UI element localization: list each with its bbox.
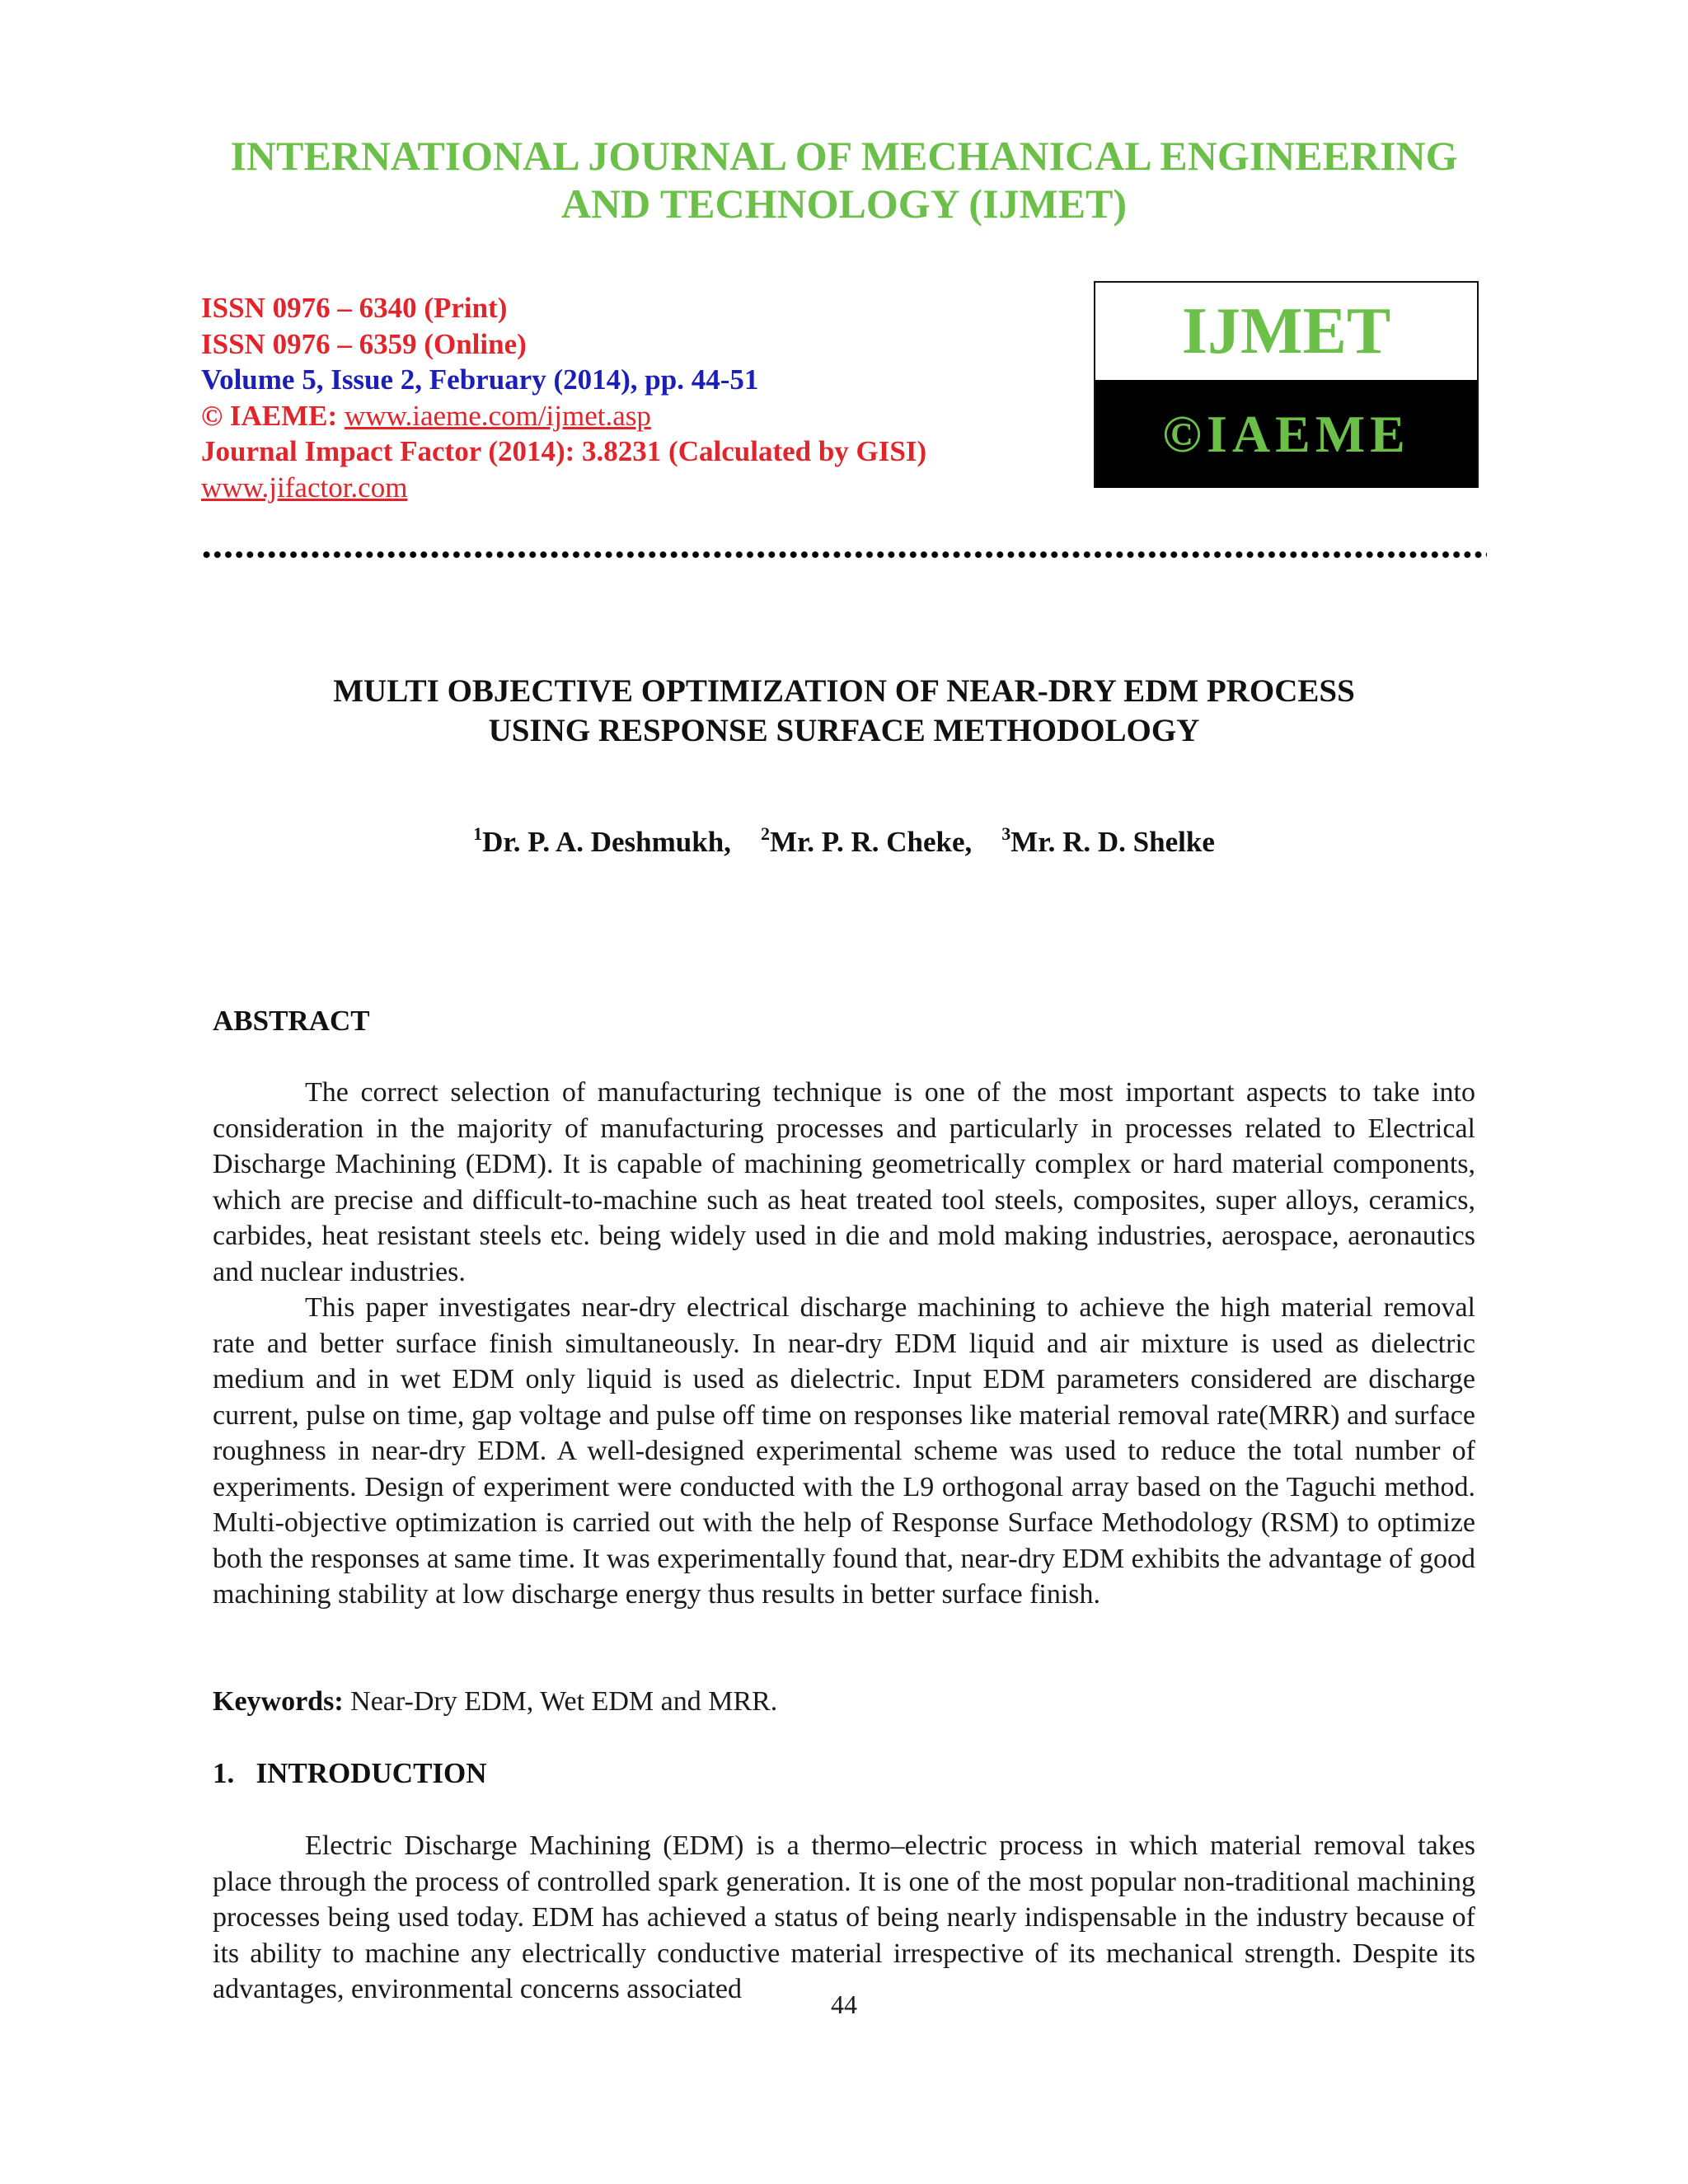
keywords-text: Near-Dry EDM, Wet EDM and MRR. xyxy=(343,1686,778,1717)
dotted-divider xyxy=(201,551,1487,559)
journal-title-line-1: INTERNATIONAL JOURNAL OF MECHANICAL ENGINEERING xyxy=(230,133,1458,179)
keywords-label: Keywords: xyxy=(213,1686,344,1717)
issn-print: ISSN 0976 – 6340 (Print) xyxy=(201,292,508,324)
jifactor-link[interactable]: www.jifactor.com xyxy=(201,471,408,504)
volume-info: Volume 5, Issue 2, February (2014), pp. 44-51 xyxy=(201,363,759,396)
journal-title xyxy=(0,132,1688,227)
introduction-body xyxy=(213,1828,1475,2008)
author-affiliation-number: 1 xyxy=(473,823,483,844)
iaeme-link[interactable]: www.iaeme.com/ijmet.asp xyxy=(344,399,651,432)
author xyxy=(473,823,731,858)
paper-title-line-2: USING RESPONSE SURFACE METHODOLOGY xyxy=(488,713,1200,748)
logo-ijmet-text: IJMET xyxy=(1181,295,1391,368)
author-name: Mr. R. D. Shelke xyxy=(1010,826,1215,858)
author-affiliation-number: 2 xyxy=(760,823,770,844)
iaeme-line xyxy=(201,398,1025,434)
ijmet-logo xyxy=(1094,281,1479,488)
keywords-line xyxy=(213,1684,777,1720)
page-number: 44 xyxy=(831,1990,857,2019)
introduction-paragraph: Electric Discharge Machining (EDM) is a thermo–electric process in which material removal takes place through the process of controlled spark generation. It is one of the most popular non-traditional machining processes being used today. EDM has achieved a status of being nearly indispensable in the industry because of its ability to machine any electrically conductive material irrespective of its mechanical strength. Despite its advantages, environmental concerns associated xyxy=(213,1830,1475,2004)
author-name: Dr. P. A. Deshmukh, xyxy=(482,826,731,858)
iaeme-label: © IAEME: xyxy=(201,399,345,432)
logo-iaeme-text: ©IAEME xyxy=(1095,380,1477,488)
abstract-paragraph: The correct selection of manufacturing technique is one of the most important aspects to take into consideration in the majority of manufacturing processes and particularly in processes related to Electrical Discharge Machining (EDM). It is capable of machining geometrically complex or hard material components, which are precise and difficult-to-machine such as heat treated tool steels, composites, super alloys, ceramics, carbides, heat resistant steels etc. being widely used in die and mold making industries, aerospace, aeronautics and nuclear industries. xyxy=(213,1077,1475,1287)
journal-meta xyxy=(201,290,1025,505)
abstract-body xyxy=(213,1075,1475,1613)
author-list xyxy=(0,824,1688,860)
jifactor-line xyxy=(201,470,1025,506)
author xyxy=(760,823,973,858)
author-name: Mr. P. R. Cheke, xyxy=(769,826,973,858)
paper-title-line-1: MULTI OBJECTIVE OPTIMIZATION OF NEAR-DRY EDM PROCESS xyxy=(333,673,1355,709)
author-affiliation-number: 3 xyxy=(1001,823,1011,844)
journal-title-line-2: AND TECHNOLOGY (IJMET) xyxy=(560,180,1128,227)
author xyxy=(1001,823,1215,858)
paper-title xyxy=(0,672,1688,751)
impact-factor: Journal Impact Factor (2014): 3.8231 (Calculated by GISI) xyxy=(201,435,927,467)
issn-online: ISSN 0976 – 6359 (Online) xyxy=(201,327,527,360)
abstract-paragraph: This paper investigates near-dry electrical discharge machining to achieve the high material removal rate and better surface finish simultaneously. In near-dry EDM liquid and air mixture is used as dielectric medium and in wet EDM only liquid is used as dielectric. Input EDM parameters considered are discharge current, pulse on time, gap voltage and pulse off time on responses like material removal rate(MRR) and surface roughness in near-dry EDM. A well-designed experimental scheme was used to reduce the total number of experiments. Design of experiment were conducted with the L9 orthogonal array based on the Taguchi method. Multi-objective optimization is carried out with the help of Response Surface Methodology (RSM) to optimize both the responses at same time. It was experimentally found that, near-dry EDM exhibits the advantage of good machining stability at low discharge energy thus results in better surface finish. xyxy=(213,1292,1475,1610)
abstract-heading: ABSTRACT xyxy=(213,1005,370,1037)
introduction-heading: 1. INTRODUCTION xyxy=(213,1757,487,1789)
